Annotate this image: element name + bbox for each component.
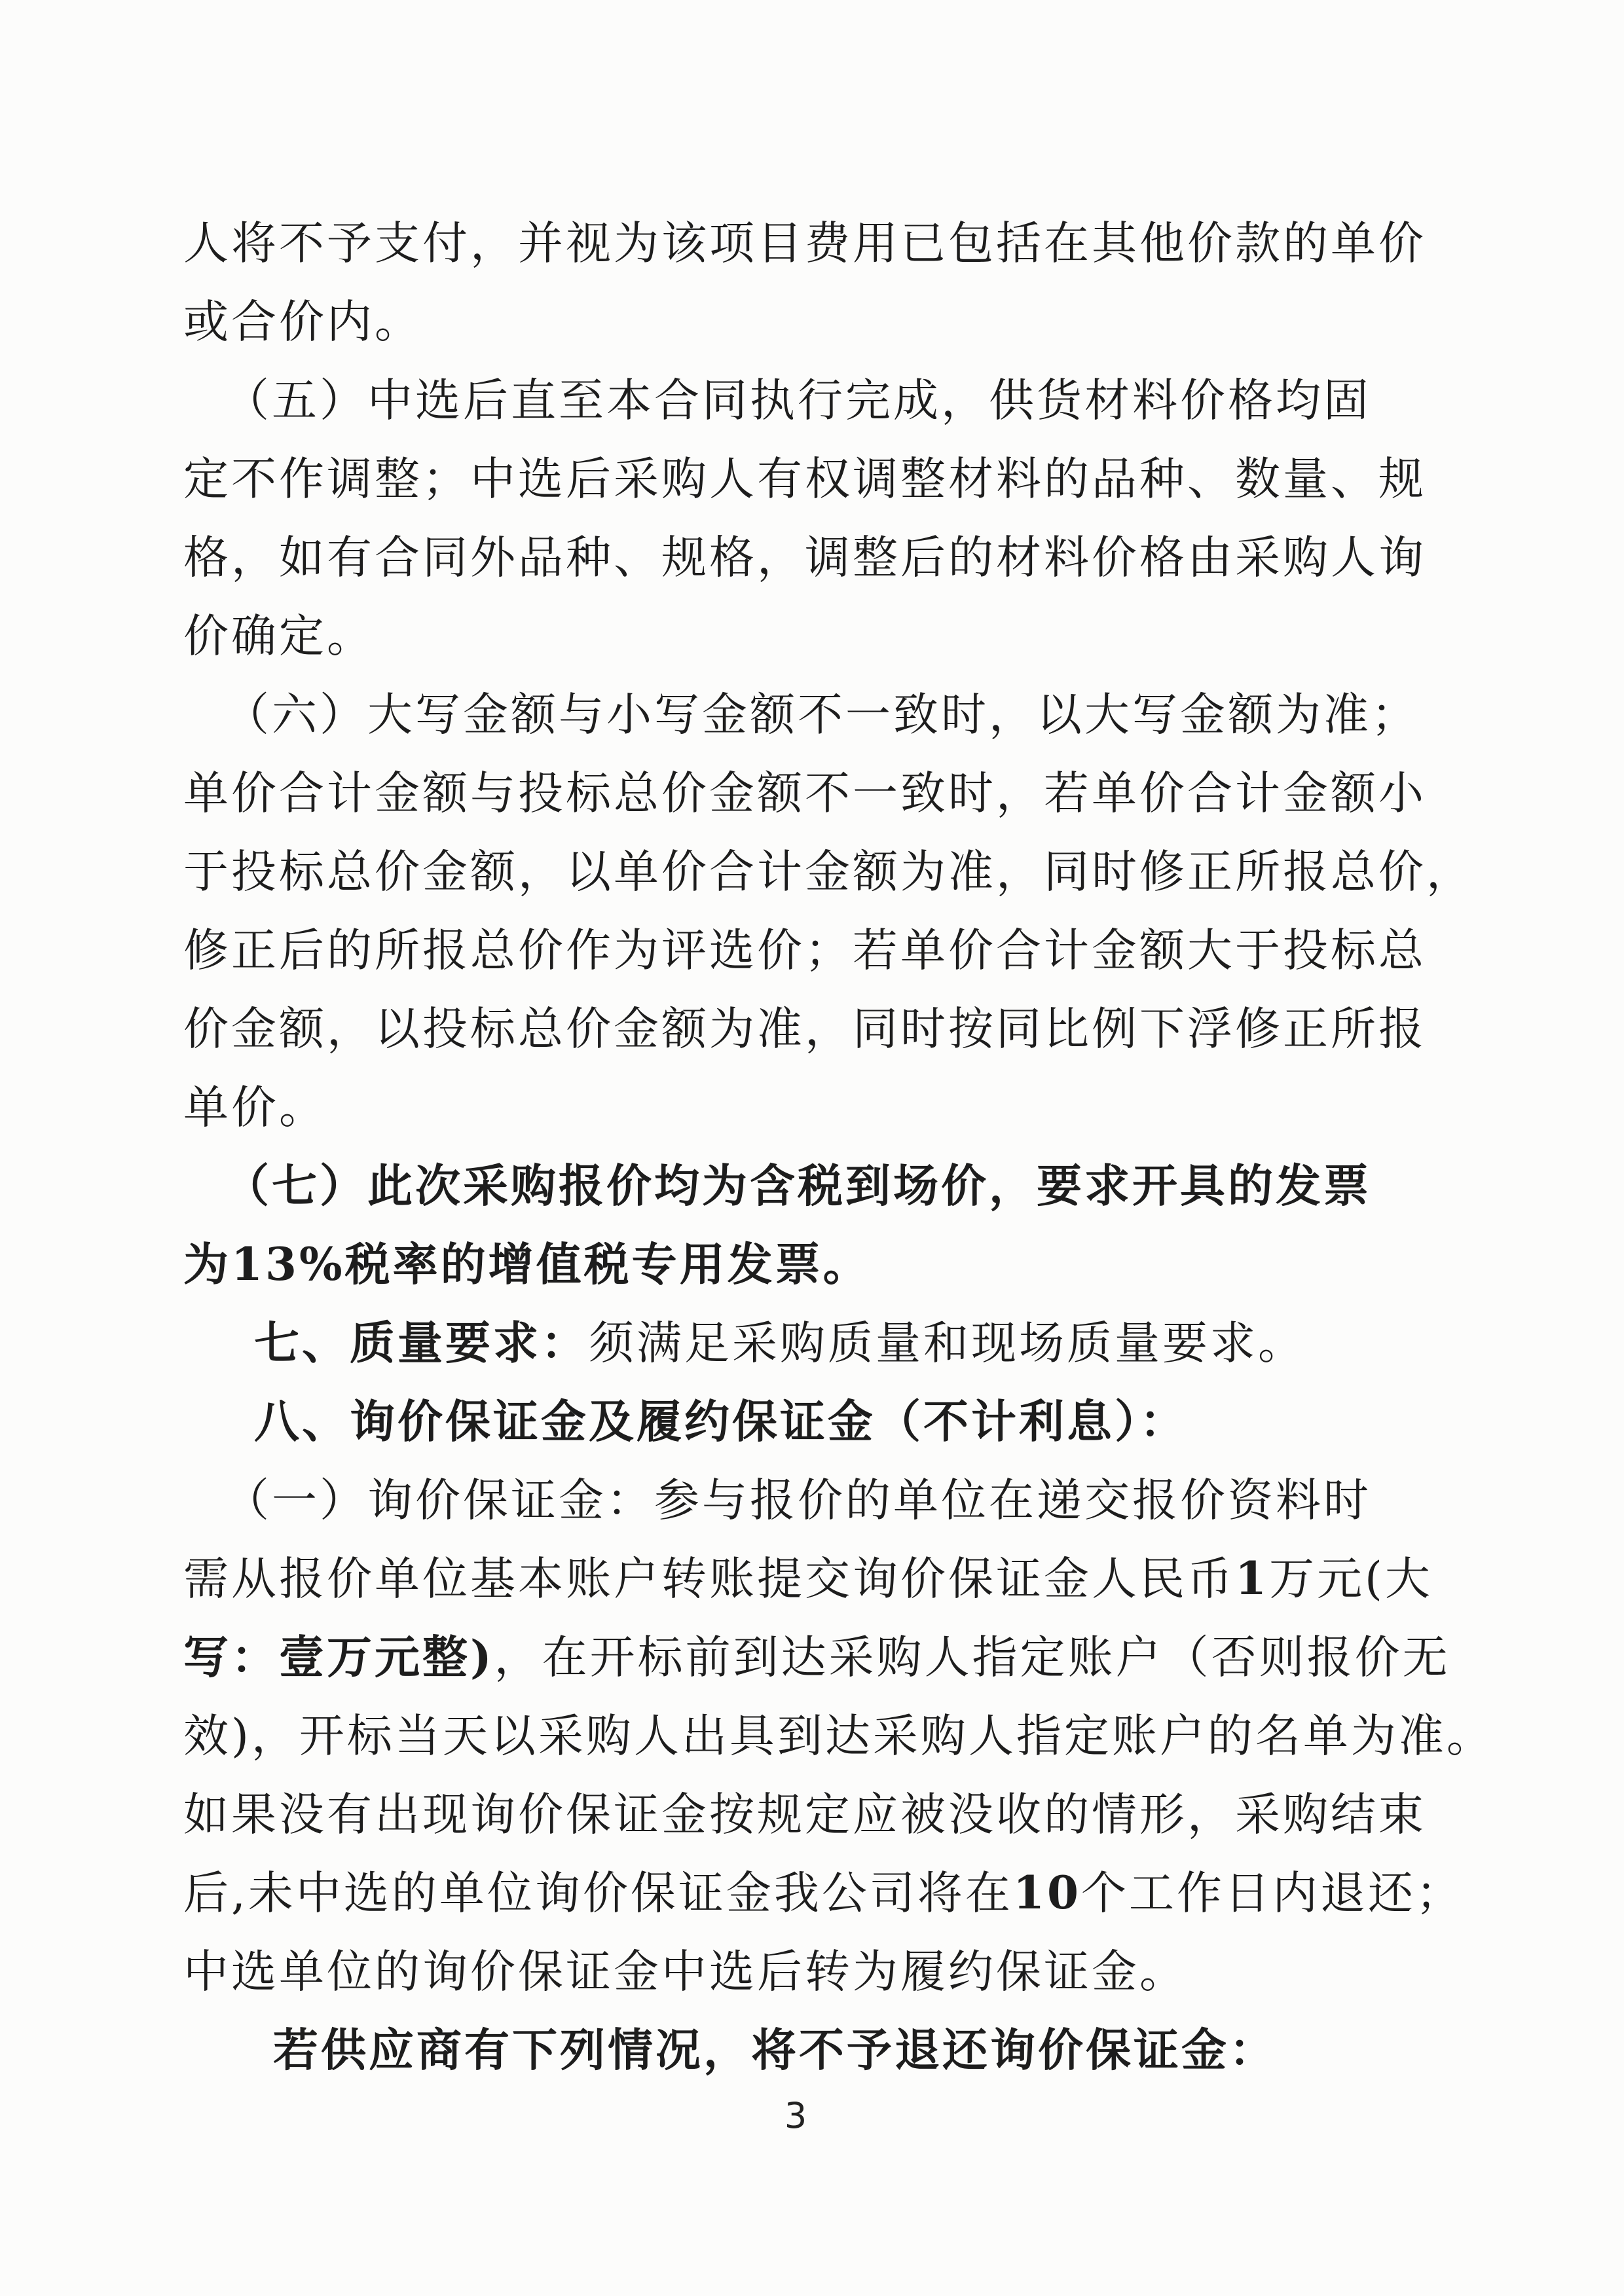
text-line: 效)，开标当天以采购人出具到达采购人指定账户的名单为准。 xyxy=(183,1710,1494,1762)
text-segment: 个工作日内退还； xyxy=(1080,1867,1464,1920)
text-line: 如果没有出现询价保证金按规定应被没收的情形，采购结束 xyxy=(183,1789,1426,1841)
text-segment: 万元(大 xyxy=(1269,1553,1433,1605)
text-segment: 为 xyxy=(183,1238,231,1291)
text-line: 人将不予支付，并视为该项目费用已包括在其他价款的单价 xyxy=(183,217,1426,270)
text-segment: ，在开标前到达采购人指定账户（否则报价无 xyxy=(494,1631,1450,1684)
tax-rate-value: 13% xyxy=(231,1238,345,1291)
text-line xyxy=(183,1618,1450,1697)
heading-label: 七、质量要求： xyxy=(254,1317,589,1370)
page-number: 3 xyxy=(784,2095,807,2136)
section-heading-deposit: 八、询价保证金及履约保证金（不计利息）： xyxy=(254,1396,1188,1448)
text-line: 单价。 xyxy=(183,1082,327,1134)
text-line xyxy=(183,1226,1437,1304)
paragraph-start-line: （七）此次采购报价均为含税到场价，要求开具的发票 xyxy=(224,1159,1371,1212)
deposit-amount-value: 1 xyxy=(1235,1552,1270,1605)
text-segment: 须满足采购质量和现场质量要求。 xyxy=(589,1317,1306,1370)
forfeit-clause-heading: 若供应商有下列情况，将不予退还询价保证金： xyxy=(273,2024,1277,2077)
text-line: 格，如有合同外品种、规格，调整后的材料价格由采购人询 xyxy=(183,532,1426,584)
text-segment: 需从报价单位基本账户转账提交询价保证金人民币 xyxy=(183,1553,1235,1605)
text-line: 于投标总价金额，以单价合计金额为准，同时修正所报总价， xyxy=(183,846,1474,898)
text-segment: 后,未中选的单位询价保证金我公司将在 xyxy=(183,1867,1013,1920)
refund-days-value: 10 xyxy=(1012,1867,1081,1920)
text-line: 价金额，以投标总价金额为准，同时按同比例下浮修正所报 xyxy=(183,1003,1426,1055)
text-line: 价确定。 xyxy=(183,610,375,663)
paragraph-start-line: （六）大写金额与小写金额不一致时，以大写金额为准； xyxy=(224,689,1419,741)
text-line: 定不作调整；中选后采购人有权调整材料的品种、数量、规 xyxy=(183,453,1426,505)
text-line: 修正后的所报总价作为评选价；若单价合计金额大于投标总 xyxy=(183,924,1426,977)
text-line: 中选单位的询价保证金中选后转为履约保证金。 xyxy=(183,1946,1187,1998)
text-line: 或合价内。 xyxy=(183,296,422,348)
text-line xyxy=(183,1854,1464,1933)
text-block xyxy=(183,204,1494,2090)
section-heading-quality xyxy=(183,1304,1437,1383)
text-segment: 税率的增值税专用发票。 xyxy=(344,1238,871,1291)
deposit-amount-words: 写：壹万元整) xyxy=(183,1631,494,1684)
text-line: 单价合计金额与投标总价金额不一致时，若单价合计金额小 xyxy=(183,767,1426,820)
text-line xyxy=(183,1540,1437,1618)
paragraph-start-line: （五）中选后直至本合同执行完成，供货材料价格均固 xyxy=(224,374,1371,427)
paragraph-start-line: （一）询价保证金：参与报价的单位在递交报价资料时 xyxy=(224,1474,1371,1527)
